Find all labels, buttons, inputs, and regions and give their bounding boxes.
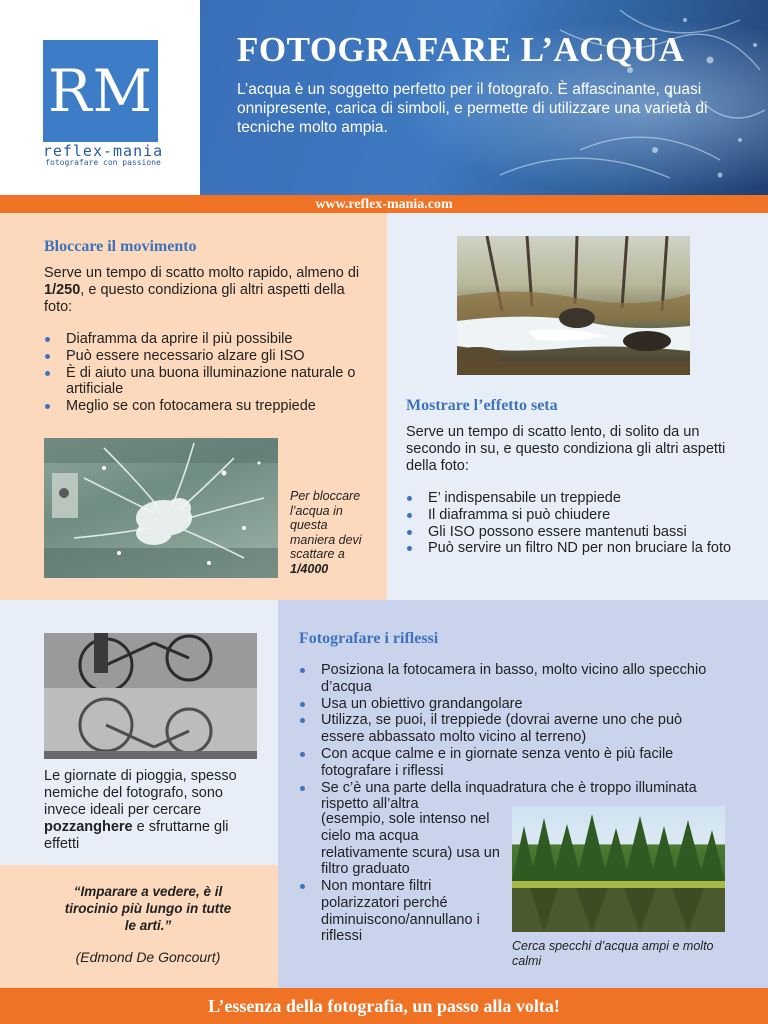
lake-reflection-graphic — [512, 806, 725, 932]
lake-reflection-photo — [512, 806, 725, 932]
list-item: Meglio se con fotocamera su treppiede — [44, 398, 374, 415]
footer-slogan: L’essenza della fotografia, un passo alla volta! — [208, 996, 560, 1016]
silky-stream-graphic — [457, 236, 690, 375]
puddles-keyword: pozzanghere — [44, 819, 133, 835]
reflections-list-end — [299, 878, 499, 945]
website-link[interactable]: www.reflex-mania.com — [315, 197, 453, 212]
logo-tagline: fotografare con passione — [45, 158, 161, 167]
reflections-item-continued: (esempio, sole intenso nel cielo ma acqua relativamente scura) usa un filtro graduato — [321, 811, 500, 878]
list-item: Usa un obiettivo grandangolare — [299, 696, 729, 713]
silky-stream-photo — [457, 236, 690, 375]
list-item: Può essere necessario alzare gli ISO — [44, 348, 374, 365]
footer-bar — [0, 988, 768, 1024]
heading-silk-effect: Mostrare l’effetto seta — [406, 397, 558, 414]
logo-name: reflex-mania — [42, 142, 164, 160]
reflections-caption: Cerca specchi d’acqua ampi e molto calmi — [512, 939, 714, 968]
rain-puddles-text — [44, 768, 262, 853]
shutter-speed-value: 1/250 — [44, 282, 81, 298]
reflections-list — [299, 662, 729, 813]
caption-text: Per bloccare l’acqua in questa maniera devi scattare a — [290, 489, 362, 561]
list-item: Non montare filtri polarizzatori perché diminuiscono/annullano i riflessi — [299, 878, 499, 945]
list-item: Gli ISO possono essere mantenuti bassi — [406, 524, 736, 541]
list-item: E’ indispensabile un treppiede — [406, 490, 736, 507]
freeze-motion-text-part: , e questo condiziona gli altri aspetti della foto: — [44, 282, 345, 315]
logo-mark[interactable] — [43, 40, 158, 142]
heading-freeze-motion: Bloccare il movimento — [44, 238, 197, 255]
bicycle-puddle-photo — [44, 633, 257, 759]
url-bar — [0, 195, 768, 213]
list-item: Diaframma da aprire il più possibile — [44, 331, 374, 348]
silk-effect-list — [406, 490, 736, 557]
logo-letters: RM — [47, 57, 154, 125]
quote-author: (Edmond De Goncourt) — [75, 949, 221, 965]
water-splash-photo — [44, 438, 278, 578]
freeze-motion-text — [44, 265, 374, 316]
list-item: Utilizza, se puoi, il treppiede (dovrai averne uno che può essere abbassato molto vicino al terreno) — [299, 712, 729, 746]
freeze-motion-text-part: Serve un tempo di scatto molto rapido, almeno di — [44, 265, 360, 281]
freeze-motion-list — [44, 331, 374, 415]
rain-text-part: e sfruttarne gli effetti — [44, 819, 229, 852]
list-item: Può servire un filtro ND per non bruciare la foto — [406, 540, 736, 557]
silk-effect-text: Serve un tempo di scatto lento, di solito da un secondo in su, e questo condiziona gli altri aspetti della foto: — [406, 424, 726, 474]
freeze-motion-caption — [290, 489, 376, 576]
list-item: Con acque calme e in giornate senza vento è più facile fotografare i riflessi — [299, 746, 729, 780]
quote-text: “Imparare a vedere, è il tirocinio più lungo in tutte le arti.” — [64, 884, 232, 933]
rain-text-part: Le giornate di pioggia, spesso nemiche del fotografo, sono invece ideali per cercare — [44, 768, 237, 818]
list-item: Se c’è una parte della inquadratura che è troppo illuminata rispetto all’altra — [299, 780, 729, 814]
water-splash-graphic — [44, 438, 278, 578]
heading-reflections: Fotografare i riflessi — [299, 630, 439, 647]
list-item: Posiziona la fotocamera in basso, molto vicino allo specchio d’acqua — [299, 662, 729, 696]
caption-shutter-value: 1/4000 — [290, 561, 329, 576]
bicycle-puddle-graphic — [44, 633, 257, 759]
intro-text: L’acqua è un soggetto perfetto per il fotografo. È affascinante, quasi onnipresente, carica di simboli, e permette di utilizzare una varietà di tecniche molto ampia. — [237, 81, 708, 136]
page-title: FOTOGRAFARE L’ACQUA — [237, 30, 685, 69]
list-item: È di aiuto una buona illuminazione naturale o artificiale — [44, 365, 374, 399]
list-item: Il diaframma si può chiudere — [406, 507, 736, 524]
